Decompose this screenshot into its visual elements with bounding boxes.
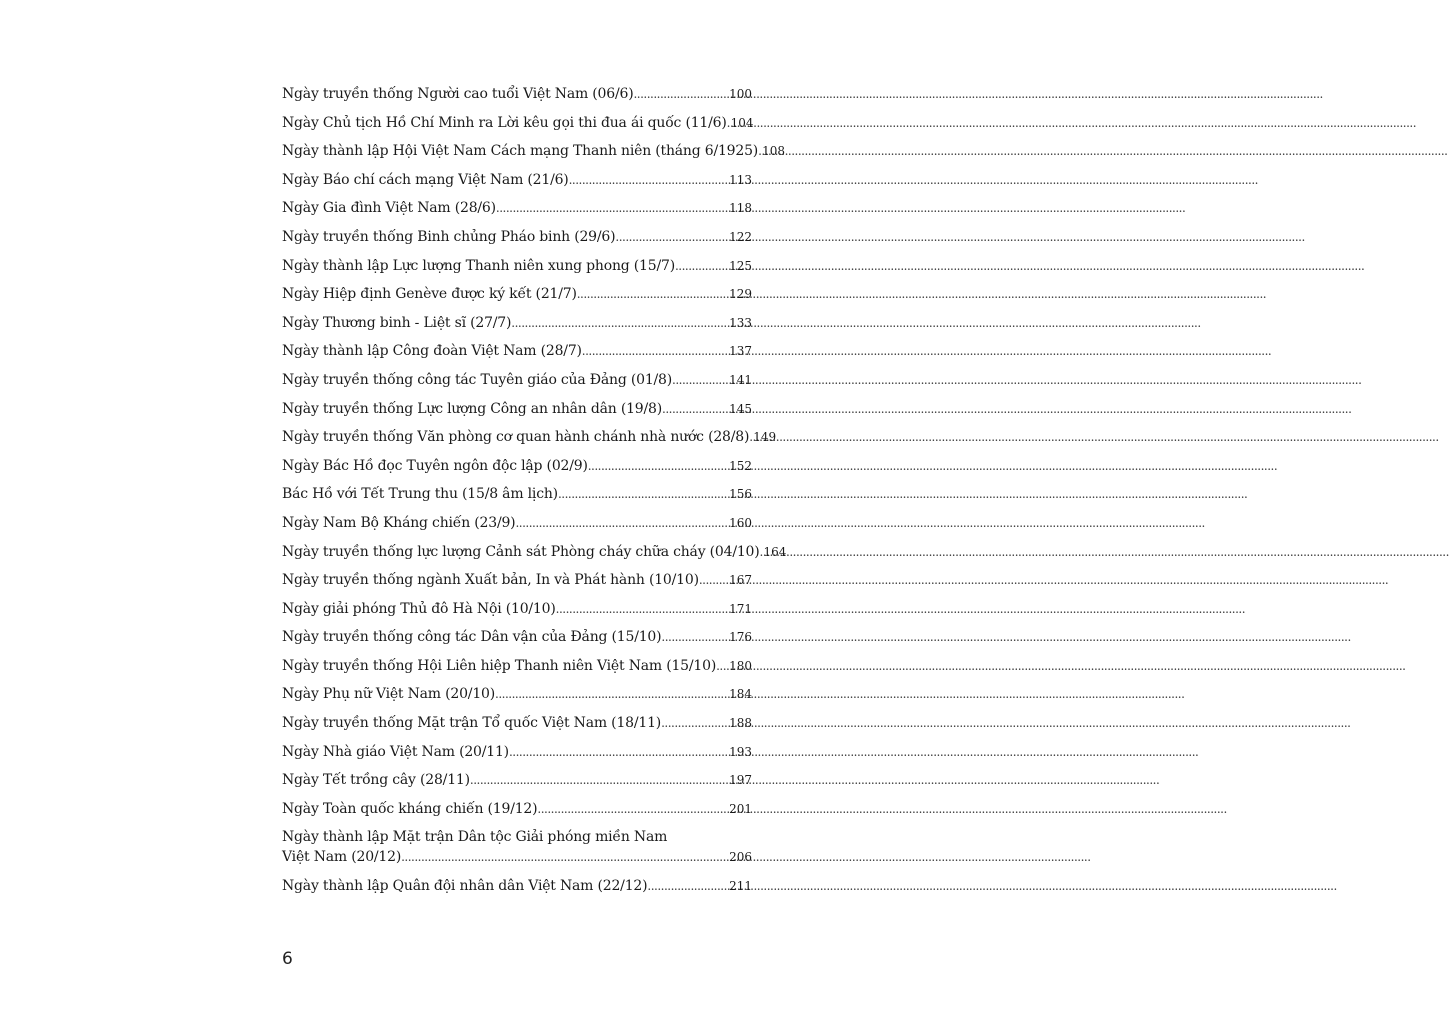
toc-entry-page: 145 [729, 401, 752, 416]
toc-entry-page: 133 [729, 315, 752, 330]
toc-entry-title: Ngày truyền thống công tác Dân vận của Đảng (15/10) [282, 629, 662, 646]
dot-leader [401, 847, 729, 867]
toc-entry-page: 156 [729, 487, 752, 502]
dot-leader [661, 627, 729, 647]
dot-leader [470, 770, 729, 790]
toc-entry-title: Ngày Nam Bộ Kháng chiến (23/9) [282, 514, 516, 531]
toc-entry-title: Ngày Chủ tịch Hồ Chí Minh ra Lời kêu gọi thi đua ái quốc (11/6) [282, 114, 727, 131]
toc-entry [282, 370, 752, 390]
toc-entry [282, 198, 752, 218]
toc-entry-page: 108 [762, 144, 785, 159]
toc-entry-page: 197 [729, 773, 752, 788]
toc-entry-title: Ngày Bác Hồ đọc Tuyên ngôn độc lập (02/9) [282, 457, 588, 474]
toc-entry-page: 171 [729, 601, 752, 616]
toc-entry [282, 399, 752, 419]
dot-leader [515, 513, 729, 533]
dot-leader [588, 456, 729, 476]
toc-entry-page: 118 [729, 201, 752, 216]
dot-leader [633, 84, 729, 104]
toc-entry [282, 627, 752, 647]
dot-leader [495, 684, 729, 704]
toc-entry [282, 284, 752, 304]
toc-entry-title: Ngày truyền thống ngành Xuất bản, In và Phát hành (10/10) [282, 572, 699, 589]
toc-entry-page: 206 [729, 850, 752, 865]
toc-entry [282, 484, 752, 504]
toc-entry-page: 193 [729, 744, 752, 759]
dot-leader [675, 256, 729, 276]
toc-entry [282, 313, 752, 333]
toc-entry [282, 770, 752, 790]
dot-leader [672, 370, 729, 390]
dot-leader [582, 341, 729, 361]
toc-entry-page: 122 [729, 229, 752, 244]
toc-entry [282, 256, 752, 276]
toc-entry [282, 456, 752, 476]
toc-entry-page: 211 [729, 879, 752, 894]
toc-entry-page: 160 [729, 515, 752, 530]
toc-entry-title: Ngày thành lập Lực lượng Thanh niên xung phong (15/7) [282, 257, 675, 274]
toc-entry-page: 164 [763, 544, 787, 559]
dot-leader [511, 313, 729, 333]
toc-entry [282, 113, 752, 133]
toc-entry-title: Ngày truyền thống Binh chủng Pháo binh (29/6) [282, 228, 616, 245]
toc-entry [282, 713, 752, 733]
dot-leader [496, 198, 729, 218]
toc-entry [282, 827, 752, 867]
toc-entry [282, 341, 752, 361]
toc-entry [282, 656, 752, 676]
toc-entry [282, 170, 752, 190]
toc-entry-title: Ngày giải phóng Thủ đô Hà Nội (10/10) [282, 600, 556, 617]
toc-entry-page: 104 [730, 115, 754, 130]
toc-entry-title: Ngày thành lập Công đoàn Việt Nam (28/7) [282, 343, 582, 360]
dot-leader [558, 484, 729, 504]
toc-entry-title: Bác Hồ với Tết Trung thu (15/8 âm lịch) [282, 486, 558, 503]
toc-entry [282, 513, 752, 533]
toc-entry-title: Ngày truyền thống Văn phòng cơ quan hành chánh nhà nước (28/8) [282, 429, 750, 446]
dot-leader [716, 656, 729, 676]
toc-entry [282, 599, 752, 619]
toc-entry-page: 100 [729, 87, 752, 101]
toc-entry [282, 570, 752, 590]
toc-entry-page: 188 [729, 716, 752, 731]
toc-entry-page: 180 [729, 658, 752, 673]
toc-entry [282, 684, 752, 704]
toc-entry-title: Ngày Thương binh - Liệt sĩ (27/7) [282, 314, 512, 331]
toc-entry-title: Ngày thành lập Hội Việt Nam Cách mạng Thanh niên (tháng 6/1925) [282, 143, 759, 160]
toc-entry [282, 84, 752, 104]
dot-leader [647, 876, 729, 896]
toc-entry [282, 427, 777, 447]
toc-entry-title: Ngày Nhà giáo Việt Nam (20/11) [282, 743, 509, 760]
toc-entry-page: 113 [729, 172, 752, 187]
toc-entry-page: 201 [729, 801, 752, 816]
dot-leader [569, 170, 730, 190]
toc-entry-title: Ngày truyền thống Người cao tuổi Việt Nam (06/6) [282, 86, 634, 102]
toc-entry [282, 876, 752, 896]
dot-leader [509, 742, 729, 762]
dot-leader [577, 284, 729, 304]
toc-entry-title: Ngày Phụ nữ Việt Nam (20/10) [282, 686, 495, 703]
dot-leader [662, 399, 729, 419]
dot-leader [615, 227, 729, 247]
toc-entry [282, 799, 752, 819]
toc-entry-title: Ngày Tết trồng cây (28/11) [282, 772, 470, 789]
toc-entry-title: Ngày Báo chí cách mạng Việt Nam (21/6) [282, 171, 569, 188]
dot-leader [699, 570, 729, 590]
toc-entry-title-line2: Việt Nam (20/12) [282, 849, 402, 866]
toc-entry-title: Ngày truyền thống công tác Tuyên giáo của Đảng (01/8) [282, 371, 673, 388]
toc-entry-title: Ngày Toàn quốc kháng chiến (19/12) [282, 800, 538, 817]
toc-entry-title: Ngày truyền thống Hội Liên hiệp Thanh niên Việt Nam (15/10) [282, 657, 717, 674]
toc-entry-title: Ngày Hiệp định Genève được ký kết (21/7) [282, 286, 577, 303]
page-number: 6 [282, 949, 293, 969]
toc-entry-page: 152 [729, 458, 752, 473]
toc-entry-page: 137 [729, 344, 752, 359]
toc-entry-page: 184 [729, 687, 752, 702]
dot-leader [537, 799, 729, 819]
toc-entry-title: Ngày truyền thống Lực lượng Công an nhân dân (19/8) [282, 400, 663, 417]
toc-entry [282, 742, 752, 762]
dot-leader [556, 599, 729, 619]
toc-entry [282, 542, 787, 562]
toc-entry-title: Ngày truyền thống lực lượng Cảnh sát Phòng cháy chữa cháy (04/10) [282, 543, 760, 560]
toc-entry-title: Ngày truyền thống Mặt trận Tổ quốc Việt Nam (18/11) [282, 715, 662, 732]
toc-entry [282, 227, 752, 247]
toc-entry-page: 141 [729, 372, 752, 387]
toc-entry-title-line1: Ngày thành lập Mặt trận Dân tộc Giải phóng miền Nam [282, 829, 668, 846]
toc-entry-page: 176 [729, 630, 752, 645]
toc-entry-title: Ngày thành lập Quân đội nhân dân Việt Nam (22/12) [282, 878, 648, 895]
dot-leader [661, 713, 729, 733]
table-of-contents [282, 84, 787, 905]
toc-entry-title: Ngày Gia đình Việt Nam (28/6) [282, 200, 496, 217]
toc-entry-page: 149 [753, 430, 777, 445]
toc-entry-page: 129 [729, 287, 752, 302]
toc-entry-page: 125 [729, 258, 752, 273]
toc-entry-page: 167 [729, 573, 752, 588]
toc-entry [282, 141, 785, 161]
